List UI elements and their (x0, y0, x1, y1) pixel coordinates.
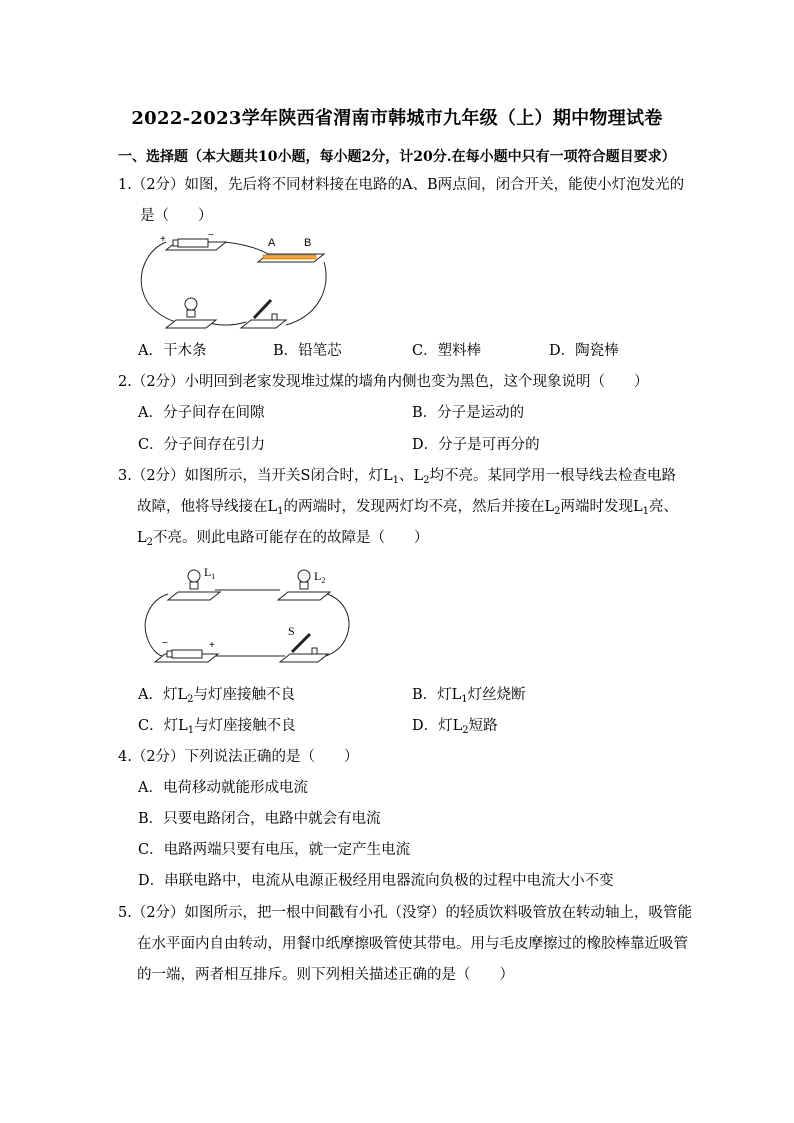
q3-circuit-figure (140, 560, 365, 670)
q4-stem: 4.（2分）下列说法正确的是（ ） (118, 749, 359, 765)
q3-option-c: C．灯$L_1$与灯座接触不良 (138, 718, 296, 736)
switch-icon (241, 300, 286, 328)
q5-stem-line1: 5.（2分）如图所示，把一根中间戳有小孔（没穿）的轻质饮料吸管放在转动轴上，吸管能 (118, 905, 693, 921)
q4-option-c: C．电路两端只要有电压，就一定产生电流 (138, 842, 411, 858)
q1-option-c: C．塑料棒 (412, 343, 482, 359)
switch-icon (280, 634, 328, 662)
q3-battery-minus: − (162, 638, 168, 649)
q4-option-d: D．串联电路中，电流从电源正极经用电器流向负极的过程中电流大小不变 (138, 873, 614, 889)
rod-board-icon (258, 254, 324, 262)
battery-icon (166, 239, 226, 250)
q3-label-l1: $L_1$ (204, 565, 216, 581)
q4-option-b: B．只要电路闭合，电路中就会有电流 (138, 811, 381, 827)
q1-battery-plus: + (160, 234, 166, 245)
q3-battery-plus: + (209, 640, 215, 651)
q1-stem-line2: 是（ ） (140, 208, 213, 224)
battery-icon (155, 650, 218, 662)
q1-circuit-figure (136, 230, 336, 340)
q5-stem-line3: 的一端，两者相互排斥。则下列相关描述正确的是（ ） (137, 967, 514, 983)
q1-label-b: B (304, 237, 312, 249)
q3-stem-line3: $L_2$不亮。则此电路可能存在的故障是（ ） (137, 530, 429, 548)
q3-wire (325, 594, 349, 656)
q3-label-s: S (288, 624, 295, 638)
q4-option-a: A．电荷移动就能形成电流 (138, 780, 308, 796)
q1-label-a: A (268, 237, 276, 249)
bulb-l2-icon (278, 570, 330, 600)
q3-option-d: D．灯$L_2$短路 (412, 718, 498, 736)
q2-option-b: B．分子是运动的 (412, 405, 525, 421)
q1-battery-minus: − (208, 230, 214, 241)
q3-stem-line1: 3.（2分）如图所示，当开关S闭合时，灯$L_1$、$L_2$均不亮。某同学用一根导线去检查电路 (118, 468, 677, 486)
q1-stem-line1: 1.（2分）如图，先后将不同材料接在电路的A、B两点间，闭合开关，能使小灯泡发光的 (118, 177, 685, 193)
section-heading: 一、选择题（本大题共10小题，每小题2分，计20分.在每小题中只有一项符合题目要求） (118, 149, 676, 165)
q1-wire (224, 242, 268, 254)
q1-wire (286, 262, 326, 325)
q3-option-a: A．灯$L_2$与灯座接触不良 (138, 687, 295, 705)
exam-title: 2022-2023学年陕西省渭南市韩城市九年级（上）期中物理试卷 (131, 108, 663, 129)
q3-stem-line2: 故障，他将导线接在$L_1$的两端时，发现两灯均不亮，然后并接在$L_2$两端时发现$L_1$亮、 (137, 499, 679, 517)
q3-option-b: B．灯$L_1$灯丝烧断 (412, 687, 526, 705)
q2-option-c: C．分子间存在引力 (138, 437, 266, 453)
bulb-icon (166, 298, 216, 328)
q1-option-d: D．陶瓷棒 (549, 343, 619, 359)
q3-label-l2: $L_2$ (314, 569, 326, 585)
q5-stem-line2: 在水平面内自由转动，用餐巾纸摩擦吸管使其带电。用与毛皮摩擦过的橡胶棒靠近吸管 (137, 936, 688, 952)
q2-option-a: A．分子间存在间隙 (138, 405, 265, 421)
q1-wire (141, 242, 176, 322)
q1-option-b: B．铅笔芯 (273, 343, 342, 359)
q1-option-a: A．干木条 (138, 343, 207, 359)
q2-stem: 2.（2分）小明回到老家发现堆过煤的墙角内侧也变为黑色，这个现象说明（ ） (118, 374, 649, 390)
q2-option-d: D．分子是可再分的 (412, 437, 540, 453)
